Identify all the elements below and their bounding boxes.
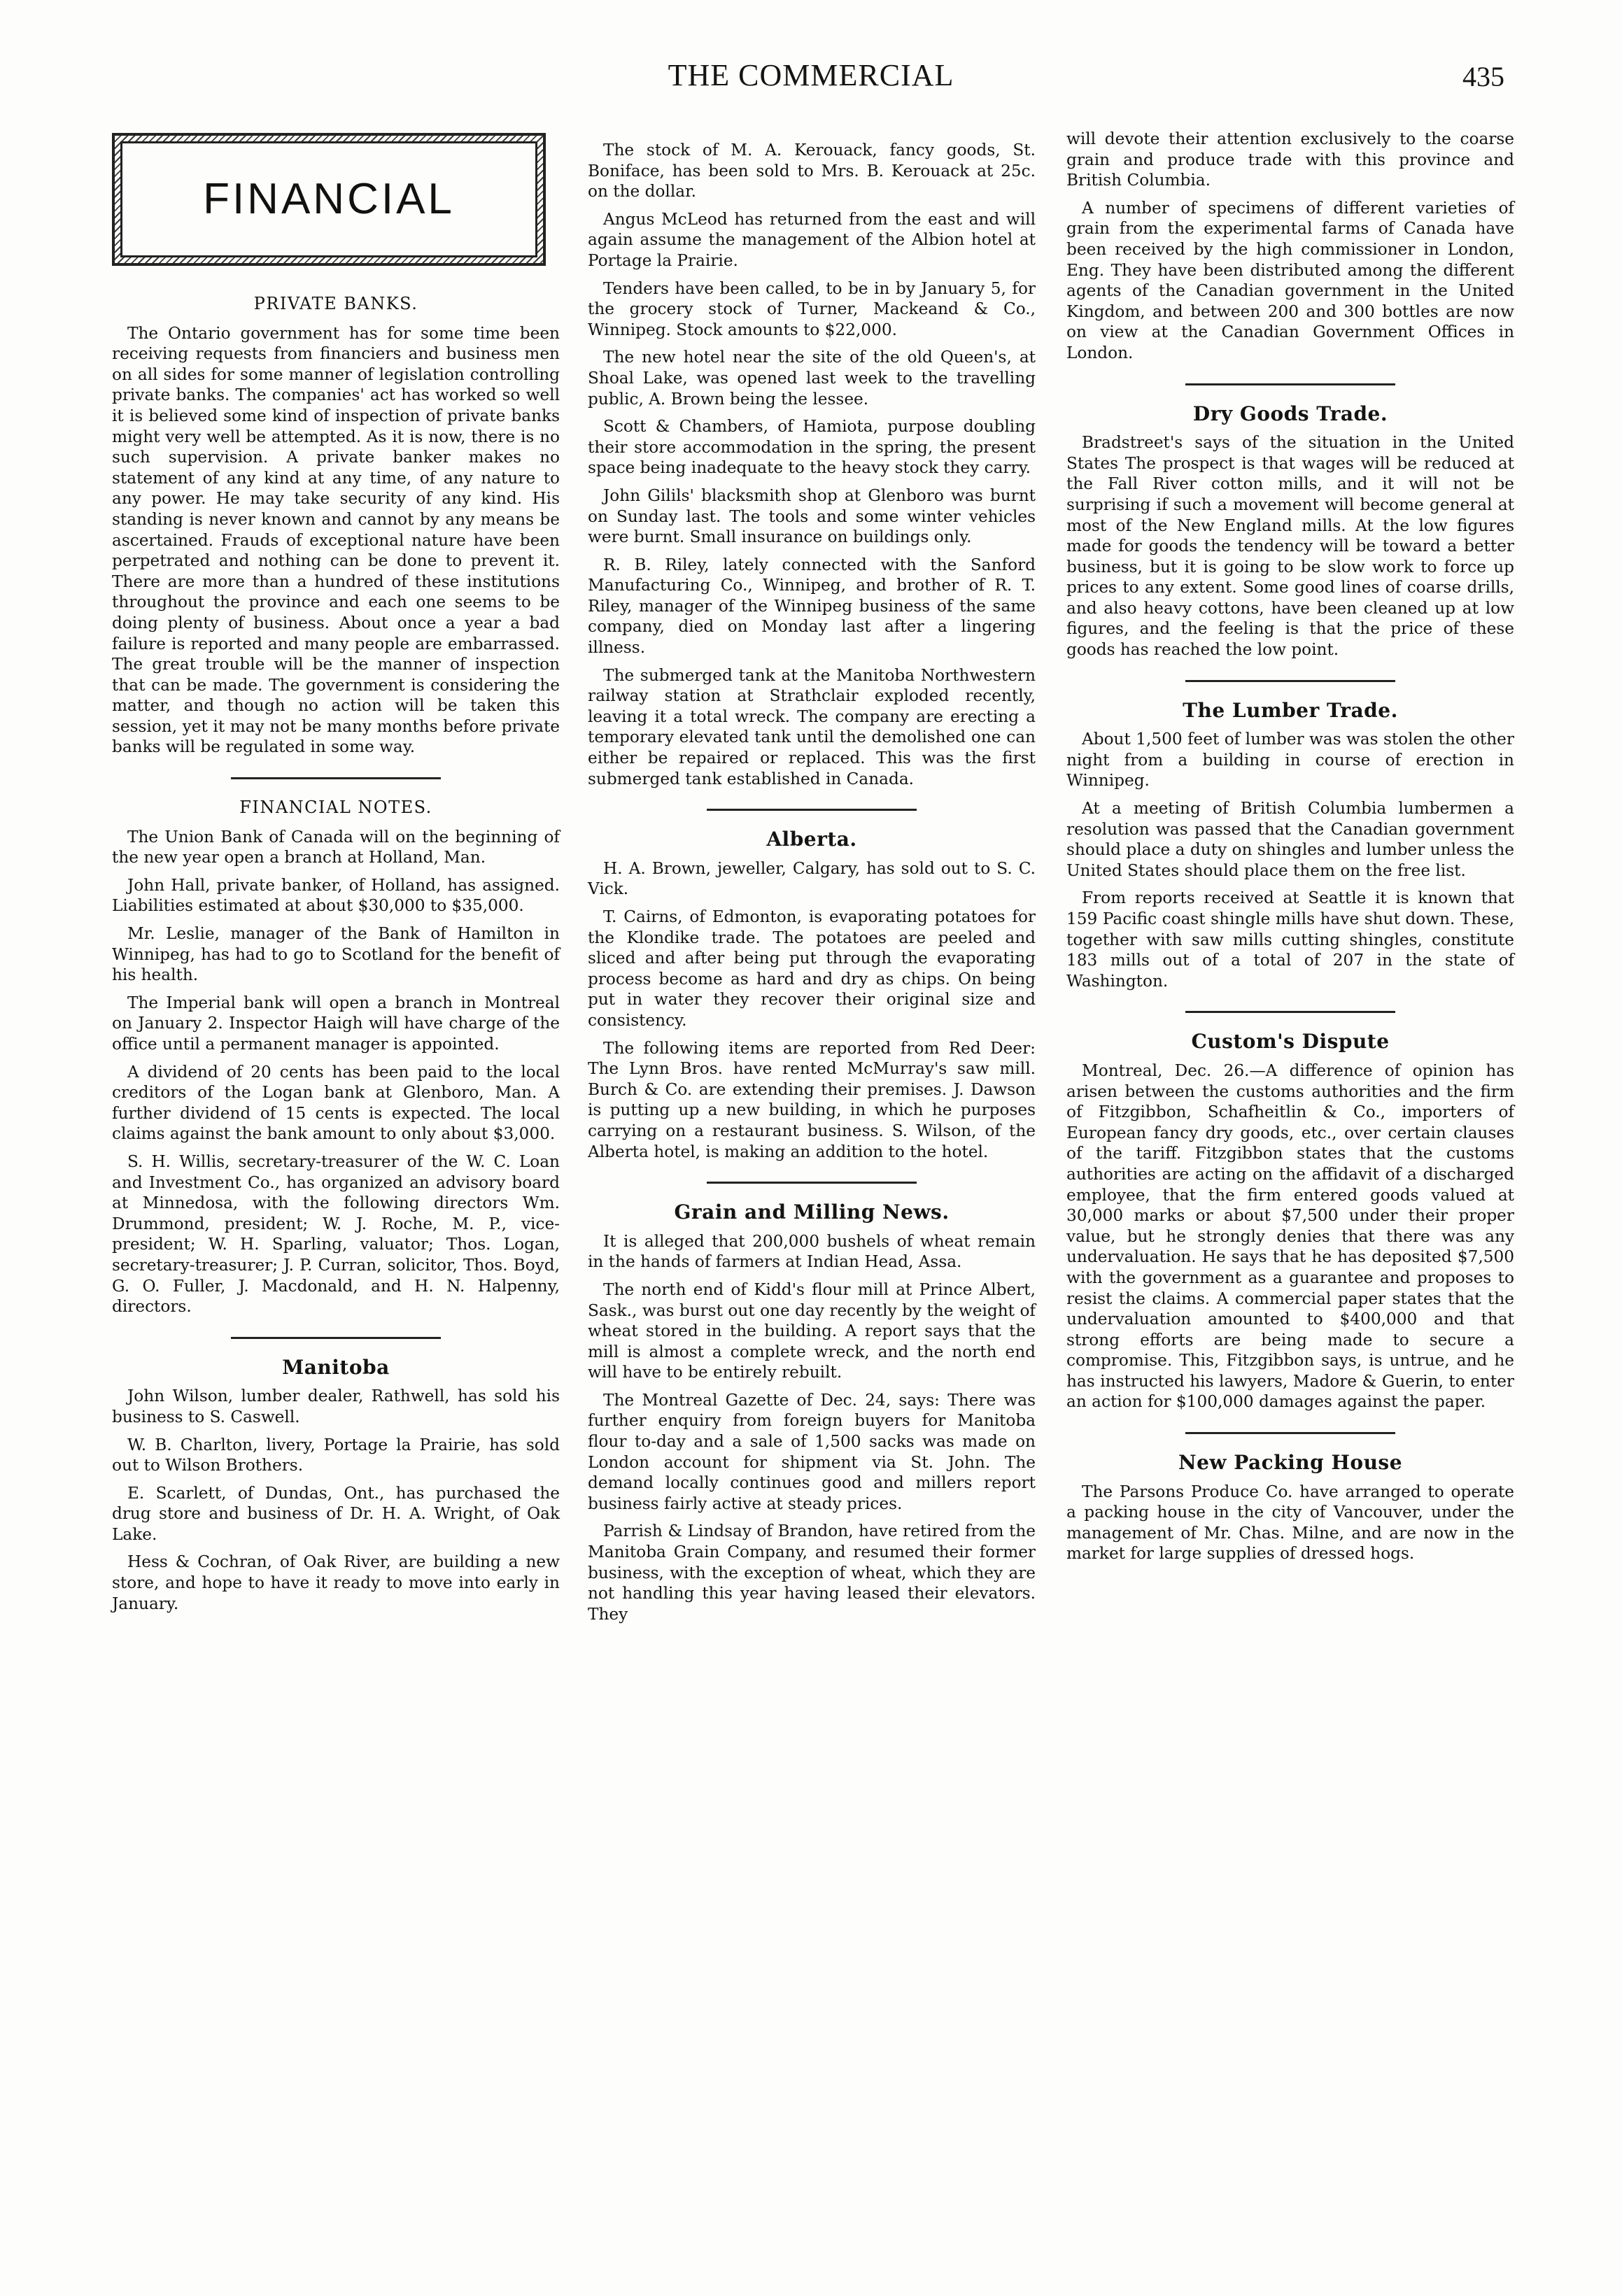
banner-frame xyxy=(120,141,537,257)
article-paragraph: S. H. Willis, secretary-treasurer of the W. C. Loan and Investment Co., has organized an advisory board at Minnedosa, with the following directors Wm. Drummond, president; W. J. Roche, M. P., vice-president; W. H. Sparling, valuator; Thos. Logan, secretary-treasurer; J. P. Curran, solicitor, Thos. Boyd, G. O. Fuller, J. Macdonald, and H. N. Halpenny, directors. xyxy=(112,1151,560,1317)
section-heading-alberta: Alberta. xyxy=(766,828,857,851)
column-1 xyxy=(112,133,560,1621)
section-heading-financial-notes: FINANCIAL NOTES. xyxy=(239,798,432,818)
section-divider xyxy=(707,809,917,811)
article-paragraph: W. B. Charlton, livery, Portage la Prairie, has sold out to Wilson Brothers. xyxy=(112,1435,560,1475)
article-paragraph: R. B. Riley, lately connected with the Sanford Manufacturing Co., Winnipeg, and brother of R. T. Riley, manager of the Winnipeg business of the same company, died on Monday last after a lingering illness. xyxy=(588,555,1036,658)
article-paragraph: At a meeting of British Columbia lumbermen a resolution was passed that the Canadian government should place a duty on shingles and lumber unless the United States should place them on the free list. xyxy=(1066,799,1514,880)
article-paragraph: The Ontario government has for some time been receiving requests from financiers and business men on all sides for some manner of legislation controlling private banks. The companies' act has worked so well it is believed some kind of inspection of private banks might very well be attempted. As it is now, there is no such supervision. A private banker makes no statement of any kind at any time, of any nature to any power. He may take security of any kind. His standing is never known and cannot by any means be ascertained. Frauds of exceptional nature have been perpetrated and nothing can be done to prevent it. There are more than a hundred of these institutions throughout the province and each one seems to be doing plenty of business. About once a year a bad failure is reported and many people are embarrassed. The great trouble will be the manner of inspection that can be made. The government is considering the matter, and though no action will be taken this session, yet it may not be many months before private banks will be regulated in some way. xyxy=(112,323,560,757)
section-heading-manitoba: Manitoba xyxy=(282,1355,390,1379)
section-divider xyxy=(1185,680,1395,682)
article-paragraph: H. A. Brown, jeweller, Calgary, has sold out to S. C. Vick. xyxy=(588,858,1036,899)
article-paragraph: A dividend of 20 cents has been paid to the local creditors of the Logan bank at Glenboro, Man. A further dividend of 15 cents is expected. The local claims against the bank amount to only about $3,000. xyxy=(112,1062,560,1144)
article-paragraph: John Wilson, lumber dealer, Rathwell, has sold his business to S. Caswell. xyxy=(112,1387,560,1426)
article-paragraph: The Montreal Gazette of Dec. 24, says: There was further enquiry from foreign buyers for Manitoba flour to-day and a sale of 1,500 sacks was made on London account for shipment via St. John. The demand locally continues good and millers report business fairly active at steady prices. xyxy=(588,1390,1036,1513)
section-divider xyxy=(1185,383,1395,385)
article-paragraph: Hess & Cochran, of Oak River, are building a new store, and hope to have it ready to move into early in January. xyxy=(112,1552,560,1613)
article-paragraph: will devote their attention exclusively to the coarse grain and produce trade with this province and British Columbia. xyxy=(1066,129,1514,190)
column-2 xyxy=(588,140,1036,1631)
article-paragraph: The following items are reported from Red Deer: The Lynn Bros. have rented McMurray's saw mill. Burch & Co. are extending their premises. J. Dawson is putting up a new building, in which he purposes carrying on a restaurant business. S. Wilson, of the Alberta hotel, is making an addition to the hotel. xyxy=(588,1038,1036,1161)
section-heading-customs: Custom's Dispute xyxy=(1191,1030,1390,1054)
article-paragraph: The submerged tank at the Manitoba Northwestern railway station at Strathclair exploded recently, leaving it a total wreck. The company are erecting a temporary elevated tank until the demolished one can either be repaired or replaced. This was the first submerged tank established in Canada. xyxy=(588,665,1036,788)
running-title: THE COMMERCIAL xyxy=(668,58,954,92)
section-divider xyxy=(707,1182,917,1184)
article-paragraph: A number of specimens of different varieties of grain from the experimental farms of Canada have been received by the high commissioner in London, Eng. They have been distributed among the different agents of the Canadian government in the United Kingdom, and between 200 and 300 bottles are now on view at the Canadian Government Offices in London. xyxy=(1066,198,1514,362)
article-paragraph: Angus McLeod has returned from the east and will again assume the management of the Albion hotel at Portage la Prairie. xyxy=(588,209,1036,270)
article-paragraph: John Hall, private banker, of Holland, has assigned. Liabilities estimated at about $30,000 to $35,000. xyxy=(112,875,560,916)
article-paragraph: The Imperial bank will open a branch in Montreal on January 2. Inspector Haigh will have charge of the office until a permanent manager is appointed. xyxy=(112,993,560,1054)
section-heading-packing-house: New Packing House xyxy=(1178,1451,1403,1475)
article-paragraph: It is alleged that 200,000 bushels of wheat remain in the hands of farmers at Indian Head, Assa. xyxy=(588,1231,1036,1272)
article-paragraph: E. Scarlett, of Dundas, Ont., has purchased the drug store and business of Dr. H. A. Wright, of Oak Lake. xyxy=(112,1483,560,1544)
article-paragraph: Mr. Leslie, manager of the Bank of Hamilton in Winnipeg, has had to go to Scotland for the benefit of his health. xyxy=(112,924,560,985)
article-paragraph: Montreal, Dec. 26.—A difference of opinion has arisen between the customs authorities and the firm of Fitzgibbon, Schafheitlin & Co., importers of European fancy dry goods, etc., over certain clauses of the tariff. Fitzgibbon states that the customs authorities are acting on the affidavit of a discharged employee, that the firm entered goods valued at 30,000 marks or about $7,500 under their proper value, but he strongly denies that there was any undervaluation. He says that he has deposited $7,500 with the government as a guarantee and proposes to resist the claims. A commercial paper states that the undervaluation amounted to $400,000 and that strong efforts are being made to secure a compromise. This, Fitzgibbon says, is untrue, and he has instructed his lawyers, Madore & Guerin, to enter an action for $100,000 damages against the paper. xyxy=(1066,1061,1514,1412)
section-divider xyxy=(231,777,441,779)
article-paragraph: Bradstreet's says of the situation in the United States The prospect is that wages will be reduced at the Fall River cotton mills, and it will not be surprising if such a movement will become general at most of the New England mills. At the low figures made for goods the tendency will be toward a better business, but it is going to be slow work to force up prices to any extent. Some good lines of coarse drills, and also heavy cottons, have been cleaned up at low figures, and the feeling is that the price of these goods has reached the low point. xyxy=(1066,433,1514,660)
section-heading-lumber: The Lumber Trade. xyxy=(1183,698,1398,722)
article-paragraph: The new hotel near the site of the old Queen's, at Shoal Lake, was opened last week to the travelling public, A. Brown being the lessee. xyxy=(588,348,1036,409)
article-paragraph: The north end of Kidd's flour mill at Prince Albert, Sask., was burst out one day recently by the weight of wheat stored in the building. A report says that the mill is almost a complete wreck, and the north end will have to be entirely rebuilt. xyxy=(588,1280,1036,1382)
article-paragraph: John Gilils' blacksmith shop at Glenboro was burnt on Sunday last. The tools and some winter vehicles were burnt. Small insurance on buildings only. xyxy=(588,486,1036,547)
section-heading-dry-goods: Dry Goods Trade. xyxy=(1192,402,1388,425)
article-paragraph: From reports received at Seattle it is known that 159 Pacific coast shingle mills have shut down. These, together with saw mills cutting shingles, constitute 183 mills out of a total of 207 in the state of Washington. xyxy=(1066,888,1514,991)
section-divider xyxy=(231,1337,441,1339)
column-3 xyxy=(1066,129,1514,1571)
section-divider xyxy=(1185,1432,1395,1434)
banner-label: FINANCIAL xyxy=(203,175,455,224)
section-heading-grain: Grain and Milling News. xyxy=(674,1200,950,1224)
section-heading-private-banks: PRIVATE BANKS. xyxy=(253,294,418,313)
article-paragraph: The Union Bank of Canada will on the beginning of the new year open a branch at Holland, Man. xyxy=(112,827,560,867)
section-divider xyxy=(1185,1011,1395,1013)
article-paragraph: The stock of M. A. Kerouack, fancy goods, St. Boniface, has been sold to Mrs. B. Kerouack at 25c. on the dollar. xyxy=(588,141,1036,201)
page-number: 435 xyxy=(1462,61,1504,92)
article-paragraph: The Parsons Produce Co. have arranged to operate a packing house in the city of Vancouver, under the management of Mr. Chas. Milne, and are now in the market for large supplies of dressed hogs. xyxy=(1066,1482,1514,1564)
article-paragraph: Parrish & Lindsay of Brandon, have retired from the Manitoba Grain Company, and resumed their former business, with the exception of wheat, which they are not handling this year having leased their elevators. They xyxy=(588,1522,1036,1624)
article-paragraph: T. Cairns, of Edmonton, is evaporating potatoes for the Klondike trade. The potatoes are peeled and sliced and after being put through the evaporating process become as hard and dry as chips. On being put in water they recover their original size and consistency. xyxy=(588,907,1036,1030)
article-paragraph: Scott & Chambers, of Hamiota, purpose doubling their store accommodation in the spring, the present space being inadequate to the heavy stock they carry. xyxy=(588,417,1036,478)
financial-banner xyxy=(112,133,546,266)
article-paragraph: Tenders have been called, to be in by January 5, for the grocery stock of Turner, Mackeand & Co., Winnipeg. Stock amounts to $22,000. xyxy=(588,278,1036,339)
article-paragraph: About 1,500 feet of lumber was was stolen the other night from a building in course of erection in Winnipeg. xyxy=(1066,730,1514,791)
